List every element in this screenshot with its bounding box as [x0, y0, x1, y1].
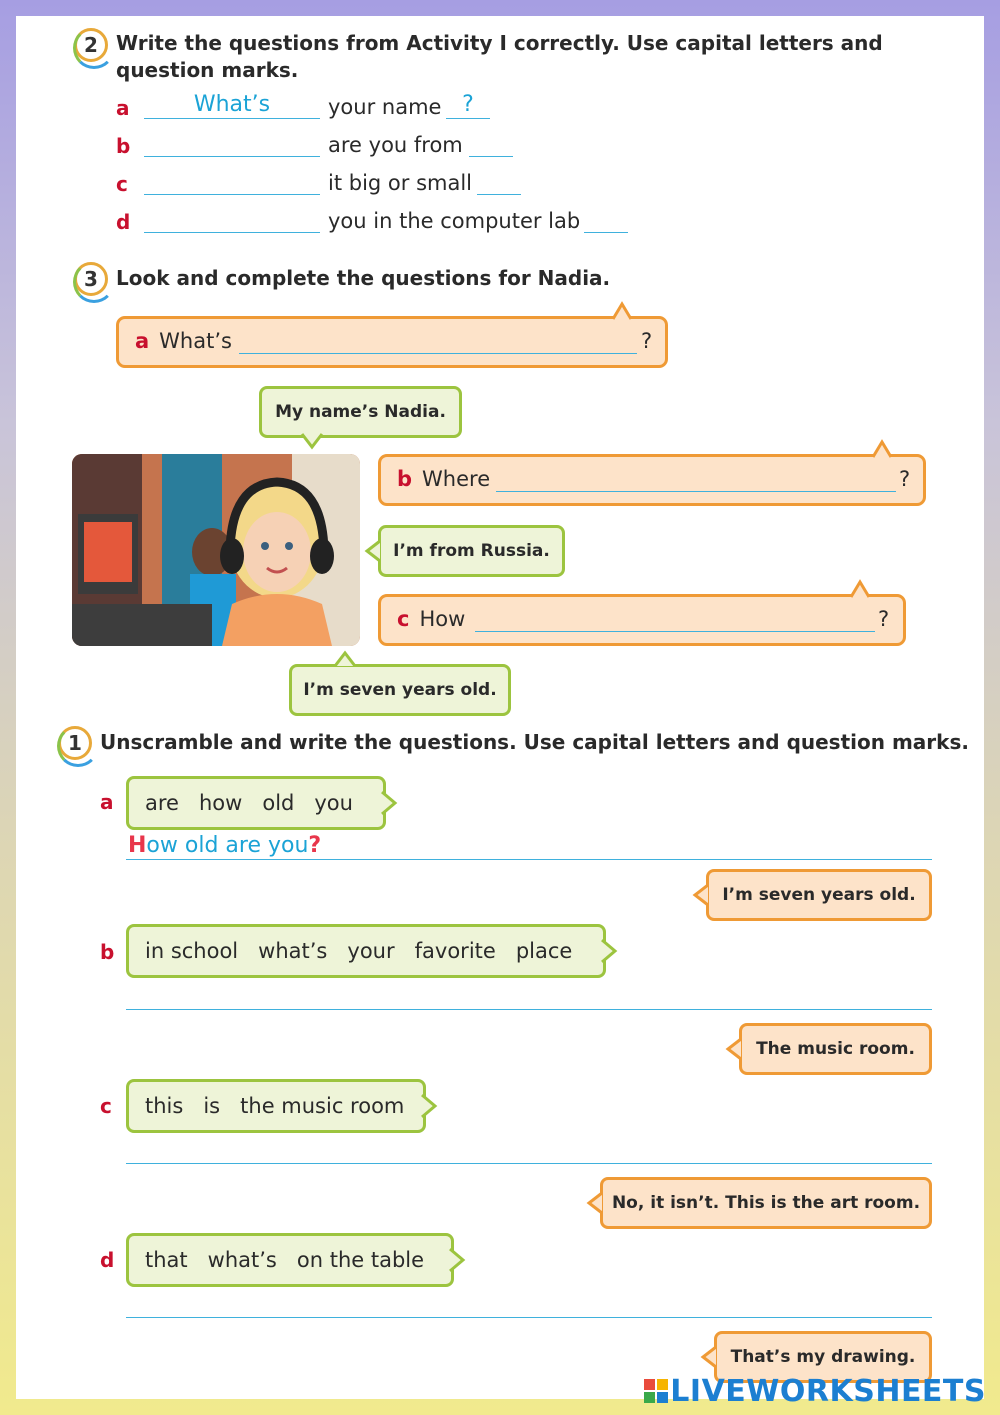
write-line-a[interactable] [126, 859, 932, 860]
question-b-content [397, 467, 490, 491]
answer-line-a-text[interactable] [128, 833, 321, 858]
answer-a[interactable]: What’s [193, 92, 271, 117]
worksheet-page [16, 16, 984, 1399]
question-letter-a: a [135, 329, 150, 353]
reply-tip-c [588, 1193, 602, 1213]
blank-c[interactable] [144, 194, 320, 195]
write-line-d[interactable] [126, 1317, 932, 1318]
row-text-a: your name [328, 95, 442, 119]
question-a-content [135, 329, 232, 353]
reply-bubble-d: That’s my drawing. [714, 1331, 932, 1383]
question-start-b: Where [422, 467, 491, 491]
row-text-c: it big or small [328, 171, 473, 195]
reply-tip-d [702, 1347, 716, 1367]
answer-bubble-name-tip [302, 434, 322, 448]
blank-b[interactable] [144, 156, 320, 157]
brand-text: LIVEWORKSHEETS [670, 1374, 986, 1409]
scrambled-words-b: in school what’s your favorite place [126, 924, 606, 978]
item-letter-c: c [100, 1094, 112, 1118]
activity-2-title-line1: Write the questions from Activity I correctly. Use capital letters and [116, 31, 883, 55]
write-line-c[interactable] [126, 1163, 932, 1164]
activity-2-title-line2: question marks. [116, 58, 299, 82]
activity-3-title: Look and complete the questions for Nadia. [116, 266, 611, 290]
activity-1-number: 1 [58, 726, 92, 760]
scrambled-tip-b [602, 940, 616, 962]
item-letter-b: b [100, 940, 115, 964]
question-end-b: ? [899, 467, 911, 491]
photo-girl-with-headphones [72, 454, 360, 646]
row-letter-c: c [116, 172, 128, 196]
end-answer-a[interactable]: ? [462, 92, 474, 117]
end-blank-d[interactable] [584, 232, 628, 233]
blank-d[interactable] [144, 232, 320, 233]
write-line-b[interactable] [126, 1009, 932, 1010]
answer-a-qmark: ? [308, 833, 322, 858]
activity-1-title: Unscramble and write the questions. Use capital letters and question marks. [100, 730, 969, 754]
bubble-tip-a [613, 304, 631, 320]
scrambled-words-c: this is the music room [126, 1079, 426, 1133]
reply-tip-a [694, 885, 708, 905]
row-letter-a: a [116, 96, 130, 120]
answer-a-capital: H [128, 833, 147, 858]
item-letter-d: d [100, 1248, 115, 1272]
question-box-b [378, 454, 926, 506]
scrambled-tip-a [382, 792, 396, 814]
question-letter-b: b [397, 467, 413, 491]
question-letter-c: c [397, 607, 410, 631]
scrambled-words-a: are how old you [126, 776, 386, 830]
question-end-a: ? [641, 329, 653, 353]
end-blank-b[interactable] [469, 156, 513, 157]
question-box-a [116, 316, 668, 368]
question-start-a: What’s [159, 329, 232, 353]
end-blank-c[interactable] [477, 194, 521, 195]
answer-bubble-country: I’m from Russia. [378, 525, 565, 577]
question-blank-a[interactable] [239, 353, 637, 354]
scrambled-words-d: that what’s on the table [126, 1233, 454, 1287]
question-blank-b[interactable] [496, 491, 896, 492]
liveworksheets-brand[interactable] [644, 1374, 986, 1409]
bubble-tip-c [851, 582, 869, 598]
question-end-c: ? [878, 607, 890, 631]
scrambled-tip-c [422, 1095, 436, 1117]
question-blank-c[interactable] [475, 631, 875, 632]
question-box-c [378, 594, 906, 646]
reply-tip-b [727, 1039, 741, 1059]
liveworksheets-logo-icon [644, 1379, 668, 1403]
question-c-content [397, 607, 465, 631]
reply-bubble-c: No, it isn’t. This is the art room. [600, 1177, 932, 1229]
reply-bubble-a: I’m seven years old. [706, 869, 932, 921]
row-letter-b: b [116, 134, 131, 158]
activity-2-number: 2 [74, 28, 108, 62]
answer-bubble-age-tip [335, 652, 355, 666]
answer-bubble-country-tip [366, 541, 380, 561]
answer-a-rest: ow old are you [146, 833, 309, 858]
item-letter-a: a [100, 790, 114, 814]
reply-bubble-b: The music room. [739, 1023, 932, 1075]
activity-3-number: 3 [74, 262, 108, 296]
photo-illustration [72, 454, 360, 646]
end-blank-a[interactable] [446, 118, 490, 119]
scrambled-tip-d [450, 1249, 464, 1271]
row-text-d: you in the computer lab [328, 209, 581, 233]
blank-a[interactable] [144, 118, 320, 119]
bubble-tip-b [873, 442, 891, 458]
question-start-c: How [419, 607, 466, 631]
row-text-b: are you from [328, 133, 463, 157]
answer-bubble-age: I’m seven years old. [289, 664, 511, 716]
row-letter-d: d [116, 210, 131, 234]
answer-bubble-name: My name’s Nadia. [259, 386, 462, 438]
